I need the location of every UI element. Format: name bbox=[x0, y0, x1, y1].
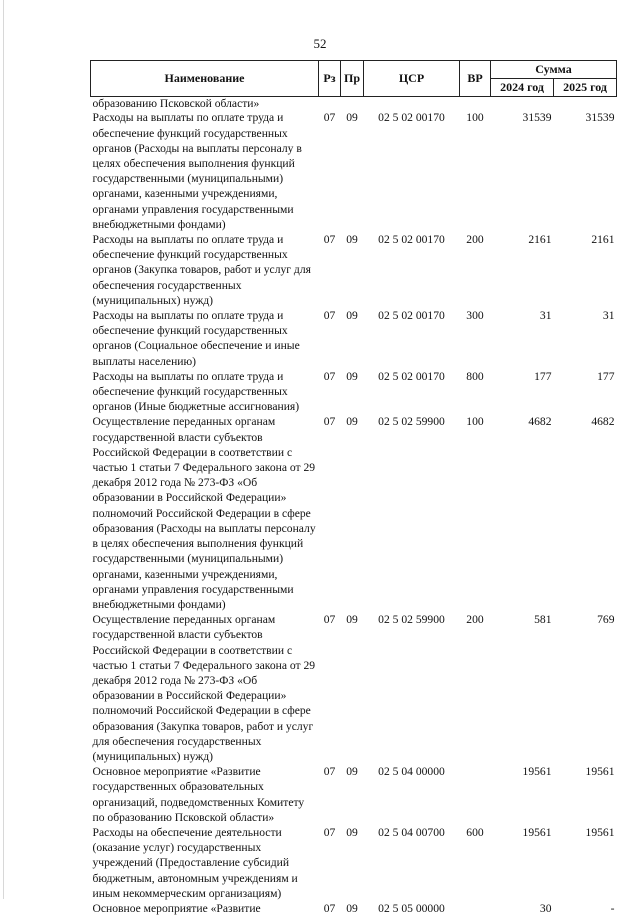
row-sum-2025: 2161 bbox=[591, 233, 615, 247]
row-sum-2024: 31 bbox=[539, 309, 552, 323]
row-sum-2024: 19561 bbox=[522, 825, 552, 839]
row-rz: 07 bbox=[323, 233, 336, 247]
row-rz: 07 bbox=[323, 111, 336, 125]
header-name: Наименование bbox=[91, 61, 319, 97]
row-pr: 09 bbox=[346, 613, 358, 627]
table-body bbox=[91, 97, 617, 916]
row-vr bbox=[460, 764, 491, 825]
header-year-2024: 2024 год bbox=[491, 79, 554, 97]
row-name: Осуществление переданных органам государственной власти субъектов Российской Федерации в соответствии с частью 1 статьи 7 Федерального закона от 29 декабря 2012 года № 273-ФЗ «Об образовании в Российской Федерации» полномочий Российской Федерации в сфере образования (Закупка товаров, работ и услуг для обеспечения государственных (муниципальных) нужд) bbox=[92, 613, 316, 763]
table-row bbox=[91, 110, 617, 232]
row-csr: 02 5 04 00700 bbox=[378, 825, 445, 839]
row-csr: 02 5 02 59900 bbox=[378, 613, 445, 627]
row-csr: 02 5 05 00000 bbox=[378, 901, 445, 915]
row-sum-2025: 19561 bbox=[585, 765, 615, 779]
row-vr: 600 bbox=[466, 825, 484, 839]
scan-margin-line bbox=[3, 0, 4, 899]
row-sum-2024: 581 bbox=[534, 613, 552, 627]
header-sum: Сумма bbox=[491, 61, 617, 79]
header-rz: Рз bbox=[319, 61, 341, 97]
row-pr: 09 bbox=[346, 369, 358, 383]
header-vr: ВР bbox=[460, 61, 491, 97]
row-sum-2024: 31539 bbox=[522, 111, 552, 125]
row-rz: 07 bbox=[323, 901, 336, 915]
row-sum-2024: 177 bbox=[534, 369, 552, 383]
row-pr: 09 bbox=[346, 309, 358, 323]
row-sum-2025: 31 bbox=[602, 309, 615, 323]
table-row bbox=[91, 612, 617, 764]
table-row bbox=[91, 764, 617, 825]
row-pr: 09 bbox=[346, 233, 358, 247]
row-sum-2024: 19561 bbox=[522, 765, 552, 779]
table-row bbox=[91, 901, 617, 916]
page-number: 52 bbox=[313, 36, 327, 51]
row-vr: 800 bbox=[466, 369, 484, 383]
row-pr: 09 bbox=[346, 415, 358, 429]
row-csr: 02 5 02 00170 bbox=[378, 309, 445, 323]
row-rz: 07 bbox=[323, 765, 336, 779]
row-pr: 09 bbox=[346, 825, 358, 839]
row-sum-2025: 31539 bbox=[585, 111, 615, 125]
row-pr: 09 bbox=[346, 765, 358, 779]
table-row bbox=[91, 414, 617, 612]
row-rz: 07 bbox=[323, 369, 336, 383]
row-rz: 07 bbox=[323, 613, 336, 627]
row-name: Основное мероприятие «Развитие bbox=[92, 901, 261, 915]
continuation-text: образованию Псковской области» bbox=[92, 97, 260, 111]
row-name: Осуществление переданных органам государственной власти субъектов Российской Федерации в соответствии с частью 1 статьи 7 Федерального закона от 29 декабря 2012 года № 273-ФЗ «Об образовании в Российской Федерации» полномочий Российской Федерации в сфере образования (Расходы на выплаты персоналу в целях обеспечения выполнения функций государственными (муниципальными) органами, казенными учреждениями, органами управления государственными внебюджетными фондами) bbox=[92, 415, 316, 611]
table-header bbox=[91, 61, 617, 97]
header-year-2025: 2025 год bbox=[554, 79, 617, 97]
row-csr: 02 5 02 00170 bbox=[378, 369, 445, 383]
row-rz: 07 bbox=[323, 415, 336, 429]
row-vr: 300 bbox=[466, 309, 484, 323]
row-sum-2025: 769 bbox=[597, 613, 615, 627]
table-row bbox=[91, 232, 617, 308]
row-sum-2025: - bbox=[610, 901, 615, 915]
row-csr: 02 5 02 59900 bbox=[378, 415, 445, 429]
row-vr bbox=[460, 901, 491, 916]
row-vr: 200 bbox=[466, 613, 484, 627]
row-name: Расходы на обеспечение деятельности (оказание услуг) государственных учреждений (Предоставление субсидий бюджетным, автономным учреждениям и иным некоммерческим организациям) bbox=[92, 825, 298, 900]
row-name: Расходы на выплаты по оплате труда и обеспечение функций государственных органов (Расходы на выплаты персоналу в целях обеспечения выполнения функций государственными (муниципальными) органами, казенными учреждениями, органами управления государственными внебюджетными фондами) bbox=[92, 111, 302, 231]
table-row bbox=[91, 369, 617, 415]
row-vr: 200 bbox=[466, 233, 484, 247]
budget-table bbox=[90, 60, 617, 916]
row-pr: 09 bbox=[346, 111, 358, 125]
row-sum-2025: 4682 bbox=[591, 415, 615, 429]
row-csr: 02 5 02 00170 bbox=[378, 111, 445, 125]
row-sum-2024: 2161 bbox=[528, 233, 552, 247]
row-name: Основное мероприятие «Развитие государственных образовательных организаций, подведомственных Комитету по образованию Псковской области» bbox=[92, 765, 305, 824]
row-vr: 100 bbox=[466, 111, 484, 125]
row-sum-2024: 4682 bbox=[528, 415, 552, 429]
row-sum-2024: 30 bbox=[539, 901, 552, 915]
row-sum-2025: 19561 bbox=[585, 825, 615, 839]
header-csr: ЦСР bbox=[364, 61, 460, 97]
table-row bbox=[91, 308, 617, 369]
row-rz: 07 bbox=[323, 825, 336, 839]
header-pr: Пр bbox=[341, 61, 364, 97]
row-sum-2025: 177 bbox=[597, 369, 615, 383]
continuation-row bbox=[91, 97, 617, 111]
row-csr: 02 5 02 00170 bbox=[378, 233, 445, 247]
row-name: Расходы на выплаты по оплате труда и обеспечение функций государственных органов (Закупка товаров, работ и услуг для обеспечения государственных (муниципальных) нужд) bbox=[92, 233, 311, 307]
row-vr: 100 bbox=[466, 415, 484, 429]
row-csr: 02 5 04 00000 bbox=[378, 765, 445, 779]
row-pr: 09 bbox=[346, 901, 358, 915]
row-rz: 07 bbox=[323, 309, 336, 323]
row-name: Расходы на выплаты по оплате труда и обеспечение функций государственных органов (Социальное обеспечение и иные выплаты населению) bbox=[92, 309, 300, 368]
row-name: Расходы на выплаты по оплате труда и обеспечение функций государственных органов (Иные бюджетные ассигнования) bbox=[92, 369, 300, 414]
table-row bbox=[91, 825, 617, 901]
